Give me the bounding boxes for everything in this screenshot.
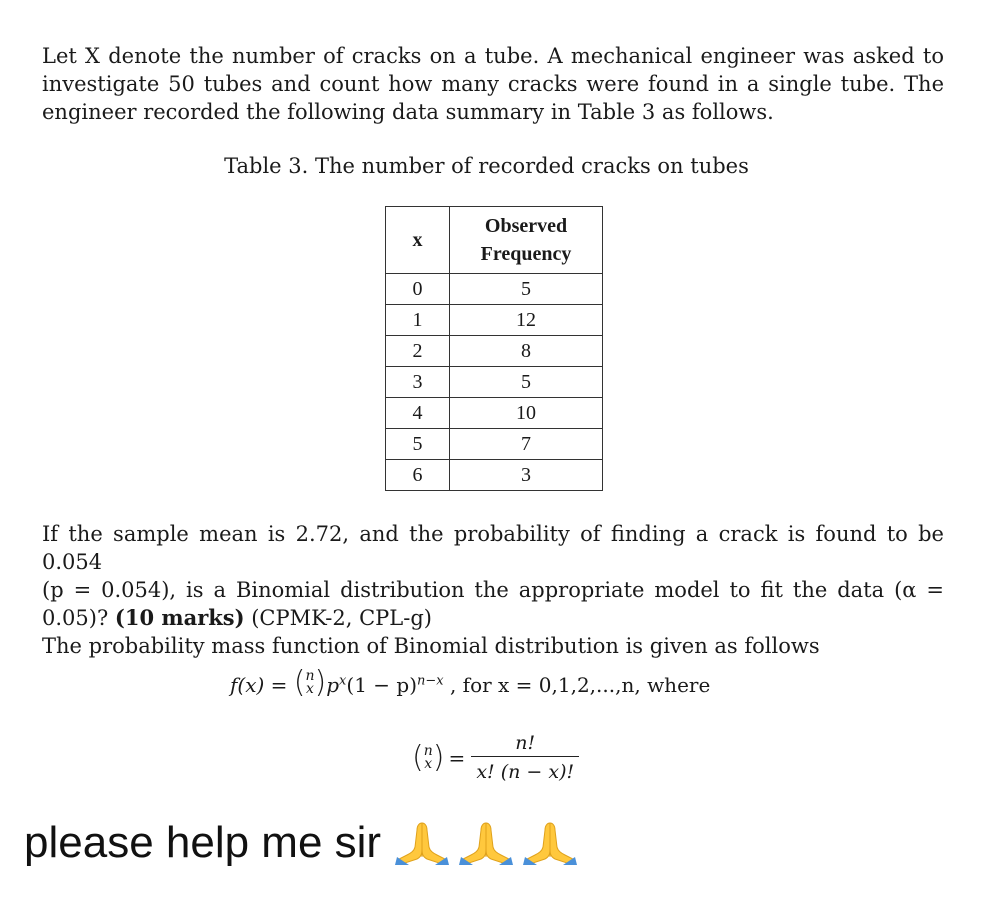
formula-lhs: f(x) = (230, 673, 294, 697)
table-row (386, 336, 603, 367)
question-line-4: The probability mass function of Binomial distribution is given as follows (42, 634, 820, 658)
table-row (386, 460, 603, 491)
cell-x: 1 (386, 305, 450, 336)
folded-hands-icon (395, 821, 449, 865)
exponent-x: x (339, 673, 347, 689)
cell-freq: 7 (450, 429, 603, 460)
term-p: p (326, 673, 340, 697)
combination-formula (412, 732, 579, 783)
binomial-pmf-formula (230, 665, 711, 700)
intro-line-1: Let X denote the number of cracks on a tube. A mechanical engineer was asked to (42, 44, 944, 68)
table-row (386, 429, 603, 460)
header-observed-frequency (450, 207, 603, 274)
intro-paragraph (42, 42, 944, 126)
folded-hands-icon (523, 821, 577, 865)
intro-line-3: engineer recorded the following data summary in Table 3 as follows. (42, 100, 774, 124)
cell-freq: 10 (450, 398, 603, 429)
table-row (386, 274, 603, 305)
question-line-3-text: 0.05)? (42, 606, 115, 630)
cell-freq: 5 (450, 274, 603, 305)
cell-x: 5 (386, 429, 450, 460)
table-row (386, 305, 603, 336)
question-line-3 (42, 604, 944, 632)
cell-freq: 12 (450, 305, 603, 336)
exponent-n-minus-x: n−x (417, 673, 444, 689)
cell-x: 6 (386, 460, 450, 491)
table-row (386, 367, 603, 398)
question-line-2: (p = 0.054), is a Binomial distribution the appropriate model to fit the data (α = (42, 578, 944, 602)
table-row (386, 398, 603, 429)
header-freq-line-2: Frequency (480, 243, 572, 265)
intro-line-2: investigate 50 tubes and count how many cracks were found in a single tube. The (42, 72, 944, 96)
marks-label: (10 marks) (114, 605, 245, 630)
cell-freq: 8 (450, 336, 603, 367)
question-paragraph (42, 520, 944, 660)
combo-binom-bottom: x (424, 755, 433, 772)
cell-x: 0 (386, 274, 450, 305)
binomial-coefficient: ( n x ) (293, 665, 327, 700)
question-line-1: If the sample mean is 2.72, and the probability of finding a crack is found to be 0.054 (42, 522, 944, 574)
crack-frequency-table (385, 206, 603, 491)
folded-hands-icon (459, 821, 513, 865)
emoji-group (395, 821, 577, 865)
cell-x: 4 (386, 398, 450, 429)
help-request-message (24, 818, 577, 868)
formula-suffix: , for x = 0,1,2,...,n, where (443, 673, 711, 697)
table-caption: Table 3. The number of recorded cracks on tubes (224, 154, 749, 178)
fraction-denominator: x! (n − x)! (476, 761, 575, 783)
combination-fraction (471, 732, 579, 783)
equals-sign: = (448, 745, 466, 770)
cell-freq: 3 (450, 460, 603, 491)
fraction-numerator: n! (515, 732, 536, 754)
header-x: x (386, 207, 450, 274)
cell-x: 3 (386, 367, 450, 398)
combo-binom-top: n (423, 742, 433, 759)
help-request-text: please help me sir (24, 818, 382, 867)
combination-binomial: ( n x ) (412, 739, 445, 775)
term-one-minus-p: (1 − p) (346, 673, 417, 697)
cell-x: 2 (386, 336, 450, 367)
binom-bottom: x (306, 681, 314, 697)
cell-freq: 5 (450, 367, 603, 398)
header-freq-line-1: Observed (484, 215, 568, 237)
cpmk-label: (CPMK-2, CPL-g) (244, 606, 432, 630)
binom-top: n (305, 668, 315, 684)
